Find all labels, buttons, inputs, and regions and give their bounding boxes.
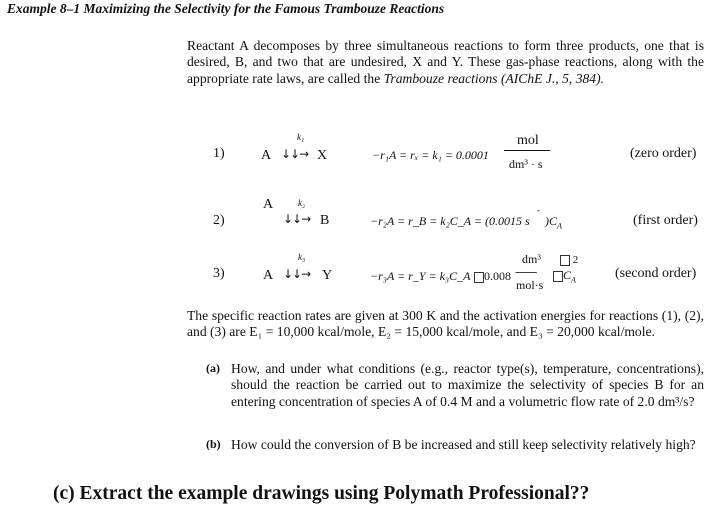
reaction-2-product: B (320, 213, 330, 228)
reaction-3-rate: −r₃A = r_Y = k₃C_A (370, 269, 471, 283)
reaction-3-reactant: A (263, 268, 274, 283)
reaction-2-number: 2) (213, 213, 225, 228)
reaction-3-order: (second order) (615, 266, 697, 281)
reaction-2-rate: −r₂A = r_B = k₂C_A = (0.0015 s (370, 214, 530, 228)
intro-citation: (AIChE J., 5, 384). (500, 70, 605, 86)
reaction-3-rate-tail: 0.008 (484, 269, 511, 283)
intro-text: Reactant A decomposes by three simultaneous reactions to form three products, one that is desired, B, and two that are undesired, X and Y. These gas-phase reactions, along with the appropriate rate laws, are called the (187, 38, 704, 86)
reaction-2-order: (first order) (633, 213, 698, 228)
reaction-3-box-icon (474, 269, 484, 284)
reaction-3-number: 3) (213, 266, 225, 281)
reaction-1-k: k₁ (297, 132, 305, 142)
final-question: (c) Extract the example drawings using Polymath Professional?? (53, 483, 590, 504)
reaction-3-unit-den: mol·s (516, 278, 544, 292)
reaction-1-unit-den: dm³ · s (509, 157, 543, 171)
question-a-label: (a) (206, 361, 220, 375)
reaction-3-box-2-icon: 2 (560, 254, 578, 266)
reaction-1-number: 1) (213, 146, 225, 161)
reaction-2-reactant: A (263, 197, 274, 212)
reaction-2-k: k₂ (298, 198, 306, 208)
reaction-1-arrow-icon: ↓↓→ (281, 147, 309, 161)
specific-rates-paragraph: The specific reaction rates are given at 300 K and the activation energies for reactions (1), (2), and (3) are E₁ = 10,000 kcal/mole, E₂ = 15,000 kcal/mole, and E₃ = 20,000 kcal/mole. (187, 308, 704, 340)
question-b-text: How could the conversion of B be increased and still keep selectivity relatively high? (231, 437, 696, 452)
reaction-1-fraction-bar (504, 150, 550, 151)
reaction-1-rate: −r₁A = rₓ = k₁ = 0.0001 (372, 148, 489, 162)
reaction-3-unit-num: dm³ (522, 252, 541, 266)
question-b-label: (b) (206, 437, 221, 451)
reaction-2-arrow-icon: ↓↓→ (283, 212, 311, 226)
reaction-3-product: Y (322, 268, 333, 283)
reaction-1-unit-num: mol (517, 133, 539, 148)
intro-emphasis: Trambouze reactions (383, 70, 498, 86)
reaction-3-dashes: -------- (515, 266, 537, 278)
reaction-1-product: X (317, 148, 328, 163)
question-a-text: How, and under what conditions (e.g., reactor type(s), temperature, concentrations), should the reaction be carried out to maximize the selectivity of species B for an entering concentration of species A of 0.4 M and a volumetric flow rate of 2.0 dm³/s? (231, 361, 704, 409)
reaction-3-ca: $C_A$ (553, 268, 576, 284)
reaction-2-dash-mark: - (537, 205, 540, 215)
reaction-1-order: (zero order) (630, 146, 697, 161)
example-title: Example 8–1 Maximizing the Selectivity for the Famous Trambouze Reactions (7, 1, 445, 16)
intro-paragraph (187, 38, 704, 87)
reaction-1-reactant: A (261, 148, 272, 163)
reaction-3-arrow-icon: ↓↓→ (283, 267, 311, 281)
reaction-3-k: k₃ (298, 252, 306, 262)
reaction-2-rate-tail: )$C_A$ (545, 214, 562, 231)
